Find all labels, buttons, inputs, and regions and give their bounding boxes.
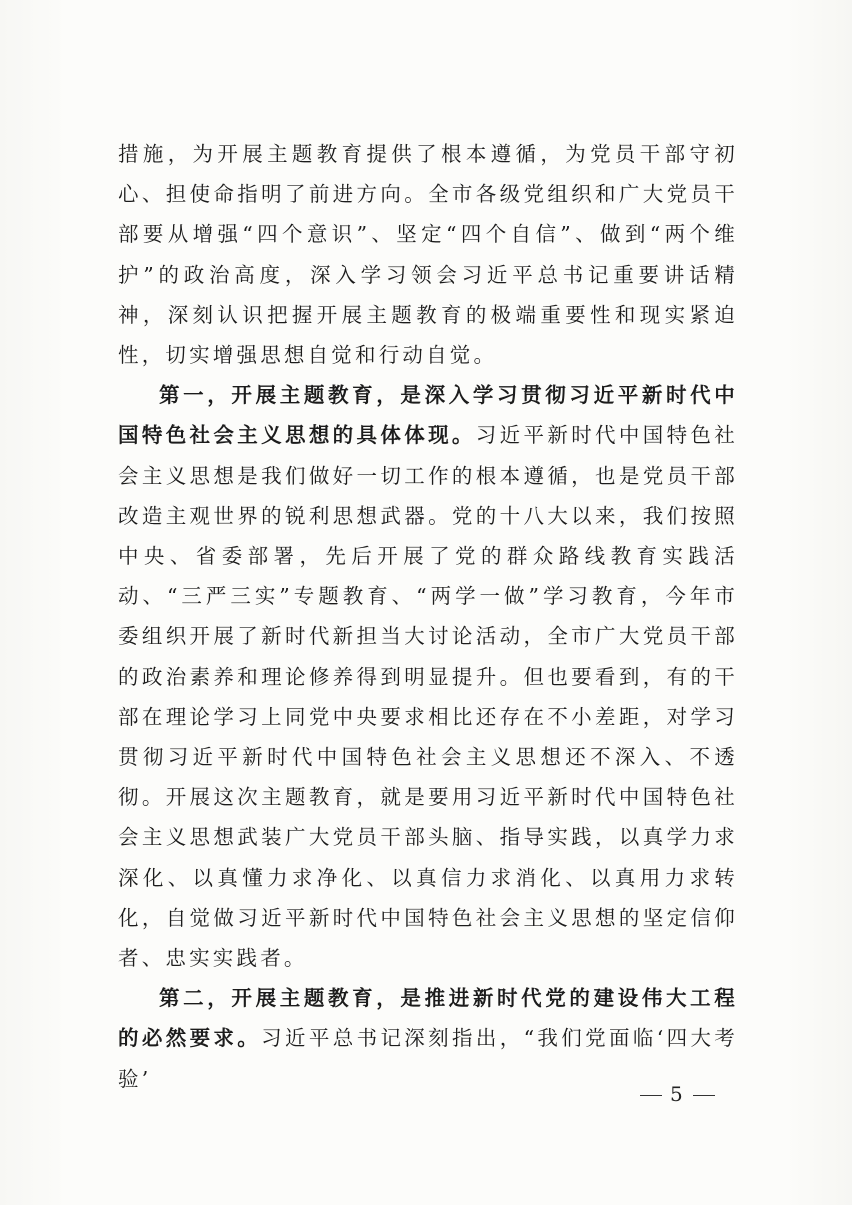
paragraph-second-point-lead: 第二，开展主题教育，是推进新时代党的建设伟大工程的必然要求。: [118, 986, 738, 1051]
page-number-value: 5: [670, 1082, 685, 1106]
paragraph-first-point: [118, 375, 738, 978]
page-number-dash-left: [640, 1095, 662, 1097]
paragraph-intro-text: 措施，为开展主题教育提供了根本遵循，为党员干部守初心、担使命指明了前进方向。全市各级党组织和广大党员干部要从增强“四个意识”、坚定“四个自信”、做到“两个维护”的政治高度，深入学习领会习近平总书记重要讲话精神，深刻认识把握开展主题教育的极端重要性和现实紧迫性，切实增强思想自觉和行动自觉。: [118, 142, 738, 368]
body-text: [118, 134, 738, 1099]
paragraph-first-point-text: 习近平新时代中国特色社会主义思想是我们做好一切工作的根本遵循，也是党员干部改造主观世界的锐利思想武器。党的十八大以来，我们按照中央、省委部署，先后开展了党的群众路线教育实践活动、“三严三实”专题教育、“两学一做”学习教育，今年市委组织开展了新时代新担当大讨论活动，全市广大党员干部的政治素养和理论修养得到明显提升。但也要看到，有的干部在理论学习上同党中央要求相比还存在不小差距，对学习贯彻习近平新时代中国特色社会主义思想还不深入、不透彻。开展这次主题教育，就是要用习近平新时代中国特色社会主义思想武装广大党员干部头脑、指导实践，以真学力求深化、以真懂力求净化、以真信力求消化、以真用力求转化，自觉做习近平新时代中国特色社会主义思想的坚定信仰者、忠实实践者。: [118, 423, 738, 971]
paragraph-first-point-lead: 第一，开展主题教育，是深入学习贯彻习近平新时代中国特色社会主义思想的具体体现。: [118, 383, 738, 448]
page-number-dash-right: [693, 1095, 715, 1097]
paragraph-second-point-text: 习近平总书记深刻指出，“我们党面临‘四大考验’: [118, 1026, 739, 1091]
page-number: [632, 1082, 723, 1106]
paragraph-intro: [118, 134, 738, 375]
paragraph-second-point: [118, 978, 738, 1099]
